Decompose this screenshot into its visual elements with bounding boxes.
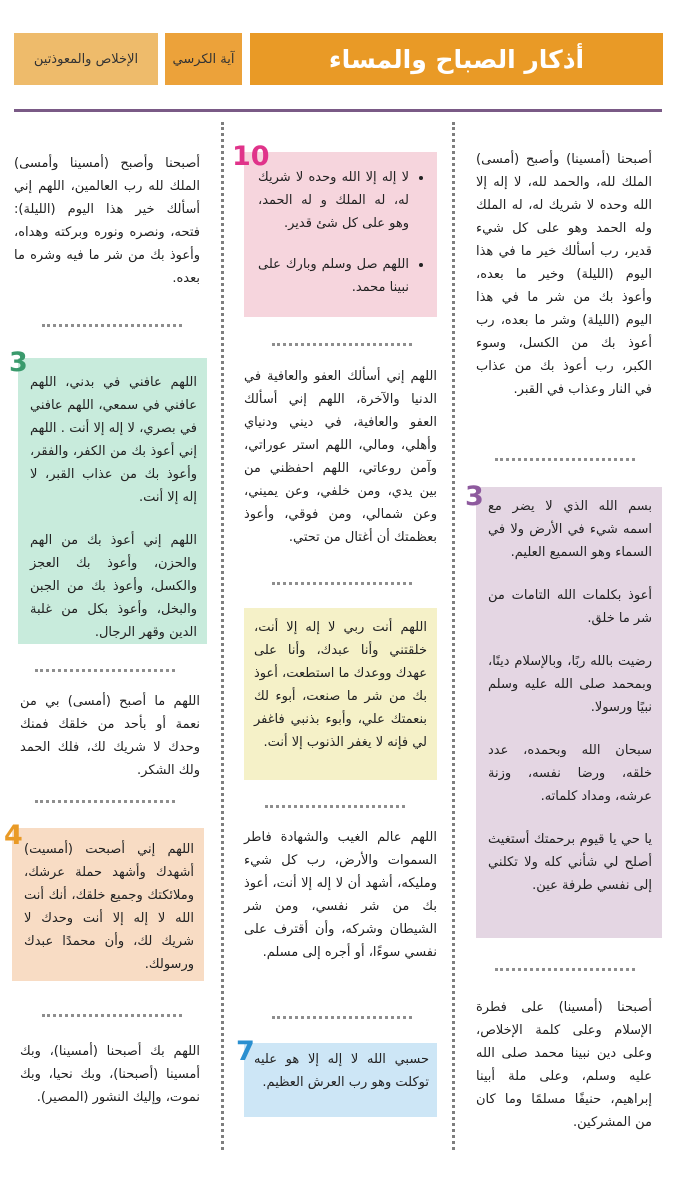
dhikr-box-peach: اللهم إني أصبحت (أمسيت) أشهدك وأشهد حملة عرشك، وملائكتك وجميع خلقك، أنك أنت الله لا إله إلا أنت وحدك لا شريك لك، وأن محمدًا عبدك ورسولك. <box>12 828 204 981</box>
lavender-paragraph: بسم الله الذي لا يضر مع اسمه شيء في الأرض ولا في السماء وهو السميع العليم. <box>488 499 652 560</box>
lavender-paragraph: يا حي يا قيوم برحمتك أستغيث أصلح لي شأني كله ولا تكلني إلى نفسي طرفة عين. <box>488 832 652 893</box>
dhikr-block-right-1: أصبحنا (أمسينا) وأصبح (أمسى) الملك لله، والحمد لله، لا إله إلا الله وحده لا شريك له، له الملك وله الحمد وهو على كل شيء قدير، رب أسألك خير ما في هذا اليوم (الليلة) وخير ما بعده، وأعوذ بك من شر ما في هذا اليوم (الليلة) وشر ما بعده، رب أعوذ بك من الكسل، وسوء الكبر، رب أعوذ بك من عذاب في النار وعذاب في القبر. <box>476 152 652 397</box>
dhikr-block-middle-2: اللهم عالم الغيب والشهادة فاطر السموات والأرض، رب كل شيء ومليكه، أشهد أن لا إله إلا أنت، أعوذ بك من شر نفسي، ومن شر الشيطان وشركه، وأن أقترف على نفسي سوءًا، أو أجره إلى مسلم. <box>244 830 437 960</box>
repeat-count-badge: 7 <box>236 1036 255 1067</box>
section-divider <box>272 1016 412 1019</box>
header-divider <box>14 109 662 112</box>
dhikr-box-blue: حسبي الله لا إله إلا هو عليه توكلت وهو رب العرش العظيم. <box>244 1043 437 1117</box>
repeat-count-badge: 10 <box>232 141 270 172</box>
section-divider <box>272 582 412 585</box>
pink-list <box>258 166 425 299</box>
section-divider <box>42 324 182 327</box>
dhikr-block-right-2: أصبحنا (أمسينا) على فطرة الإسلام وعلى كلمة الإخلاص، وعلى دين نبينا محمد صلى الله عليه وسلم، وعلى ملة أبينا إبراهيم، حنيفًا مسلمًا وما كان من المشركين. <box>476 1000 652 1130</box>
dhikr-box-yellow: اللهم أنت ربي لا إله إلا أنت، خلقتني وأنا عبدك، وأنا على عهدك ووعدك ما استطعت، أعوذ بك من شر ما صنعت، أبوء لك بنعمتك علي، وأبوء بذنبي فاغفر لي فإنه لا يغفر الذنوب إلا أنت. <box>244 608 437 780</box>
list-item: • لا إله إلا الله وحده لا شريك له، له الملك و له الحمد، وهو على كل شئ قدير. <box>258 166 409 235</box>
section-divider <box>265 805 405 808</box>
column-divider-right <box>452 122 455 1150</box>
ayat-al-kursi-button[interactable]: آية الكرسي <box>165 33 242 85</box>
dhikr-block-middle-1: اللهم إني أسألك العفو والعافية في الدنيا والآخرة، اللهم إني أسألك العفو والعافية، في ديني ودنياي وأهلي، ومالي، اللهم استر عوراتي، وآمن روعاتي، اللهم احفظني من بين يدي، ومن خلفي، وعن يميني، وعن شمالي، ومن فوقي، وأعوذ بعظمتك أن أغتال من تحتي. <box>244 369 437 545</box>
repeat-count-badge: 3 <box>9 347 28 378</box>
column-divider-left <box>221 122 224 1150</box>
section-divider <box>272 343 412 346</box>
dhikr-box-pink <box>244 152 437 317</box>
ikhlas-muawwidhatayn-button[interactable]: الإخلاص والمعوذتين <box>14 33 158 85</box>
section-divider <box>35 800 175 803</box>
repeat-count-badge: 3 <box>465 481 484 512</box>
section-divider <box>495 968 635 971</box>
dhikr-box-mint <box>18 358 207 644</box>
mint-paragraph: اللهم عافني في بدني، اللهم عافني في سمعي، اللهم عافني في بصري، لا إله إلا أنت . اللهم إني أعوذ بك من الكفر، والفقر، وأعوذ بك من عذاب القبر، لا إله إلا أنت. <box>30 375 197 505</box>
dhikr-block-left-1: أصبحنا وأصبح (أمسينا وأمسى) الملك لله رب العالمين، اللهم إني أسألك خير هذا اليوم (الليلة): فتحه، ونصره ونوره وبركته وهداه، وأعوذ بك من شر ما فيه وشره ما بعده. <box>14 156 200 286</box>
mint-paragraph: اللهم إني أعوذ بك من الهم والحزن، وأعوذ بك العجز والكسل، وأعوذ بك من الجبن والبخل، وأعوذ بكل من غلبة الدين وقهر الرجال. <box>30 533 197 640</box>
section-divider <box>495 458 635 461</box>
section-divider <box>35 669 175 672</box>
lavender-paragraph: أعوذ بكلمات الله التامات من شر ما خلق. <box>488 588 652 626</box>
list-item: • اللهم صل وسلم وبارك على نبينا محمد. <box>258 253 409 299</box>
section-divider <box>42 1014 182 1017</box>
page-title: أذكار الصباح والمساء <box>250 33 663 85</box>
lavender-paragraph: رضيت بالله ربًا، وبالإسلام دينًا، وبمحمد صلى الله عليه وسلم نبيًا ورسولا. <box>488 654 652 715</box>
dhikr-block-left-2: اللهم ما أصبح (أمسى) بي من نعمة أو بأحد من خلقك فمنك وحدك لا شريك لك، فلك الحمد ولك الشكر. <box>20 694 200 778</box>
dhikr-box-lavender <box>476 487 662 938</box>
repeat-count-badge: 4 <box>4 820 23 851</box>
dhikr-block-left-3: اللهم بك أصبحنا (أمسينا)، وبك أمسينا (أصبحنا)، وبك نحيا، وبك نموت، وإليك النشور (المصير). <box>20 1044 200 1105</box>
lavender-paragraph: سبحان الله وبحمده، عدد خلقه، ورضا نفسه، وزنة عرشه، ومداد كلماته. <box>488 743 652 804</box>
